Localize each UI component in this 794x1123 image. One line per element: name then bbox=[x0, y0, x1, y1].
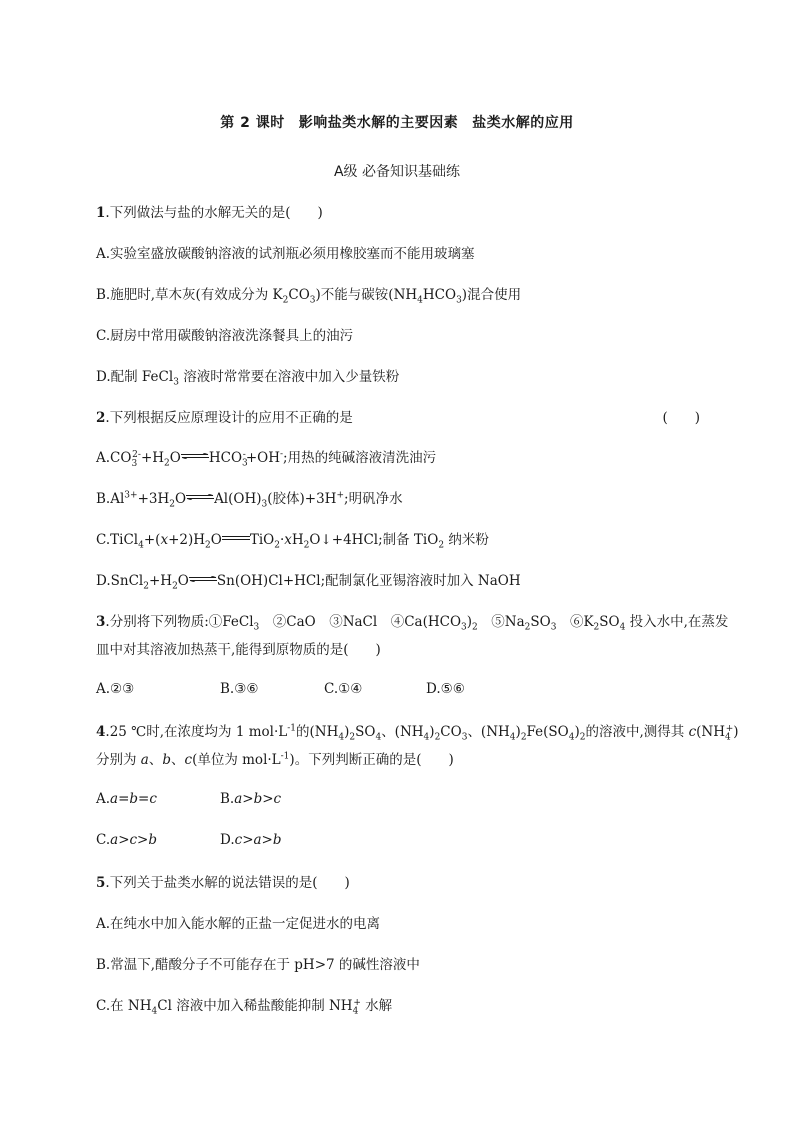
question-3-option-d: D.⑤⑥ bbox=[426, 681, 465, 697]
section-heading: A级 必备知识基础练 bbox=[333, 164, 461, 180]
question-4-option-c: C.a>c>b bbox=[96, 832, 158, 848]
question-2-option-a: $A.CO_3^{2-}+H_2O$ $HCO_3^-+OH^-$;用热的纯碱溶液清洗油污 bbox=[96, 449, 437, 469]
equilibrium-arrow-icon bbox=[181, 453, 209, 459]
question-2-stem: 2.下列根据反应原理设计的应用不正确的是 ( ) bbox=[96, 410, 700, 426]
question-2-option-d: $D.SnCl_2+H_2O$ Sn(OH)Cl+HCl;配制氯化亚锡溶液时加入 NaOH bbox=[96, 573, 521, 592]
question-1-option-a: A.实验室盛放碳酸钠溶液的试剂瓶必须用橡胶塞而不能用玻璃塞 bbox=[96, 246, 475, 262]
question-3-stem-line-2: 皿中对其溶液加热蒸干,能得到原物质的是( ) bbox=[96, 642, 381, 658]
question-3-option-c: C.①④ bbox=[324, 681, 363, 697]
question-2-option-c: $C.TiCl_4+(x+2)H_2O$ $TiO_2\cdot xH_2O↓+4HCl$;制备 TiO$_2$ 纳米粉 bbox=[96, 532, 489, 551]
question-1-stem: 1.下列做法与盐的水解无关的是( ) bbox=[96, 205, 323, 221]
answer-paren: ( ) bbox=[662, 410, 700, 426]
question-4-option-a: A.a=b=c bbox=[96, 791, 157, 807]
equilibrium-arrow-icon bbox=[186, 494, 214, 500]
question-3-option-b: B.③⑥ bbox=[220, 681, 259, 697]
question-2-option-b: $B.Al^{3+}+3H_2O$ $Al(OH)_3$(胶体)+3H+;明矾净水 bbox=[96, 490, 403, 510]
question-5-option-a: A.在纯水中加入能水解的正盐一定促进水的电离 bbox=[96, 916, 381, 932]
question-3-option-a: A.②③ bbox=[96, 681, 135, 697]
question-4-stem-line-1: 4.25 ℃时,在浓度均为 1 $mol\cdot L^{-1}$的$(NH_4)_2SO_4$、$(NH_4)_2CO_3$、$(NH_4)_2Fe(SO_4)_2$的溶液中,测得其 $c(NH_4^+)$ bbox=[96, 723, 739, 743]
question-4-option-d: D.c>a>b bbox=[220, 832, 282, 848]
question-3-stem-line-1: 3.分别将下列物质:①FeCl$_3$ ②CaO ③NaCl $④Ca(HCO_3)_2$ $⑤Na_2SO_3$ $⑥K_2SO_4$ 投入水中,在蒸发 bbox=[96, 614, 729, 633]
question-5-option-b: B.常温下,醋酸分子不可能存在于 pH>7 的碱性溶液中 bbox=[96, 957, 420, 973]
reaction-equals-icon bbox=[222, 535, 250, 541]
question-1-option-d: D.配制 FeCl$_3$ 溶液时常常要在溶液中加入少量铁粉 bbox=[96, 369, 400, 388]
equilibrium-arrow-icon bbox=[189, 576, 217, 582]
question-1-option-c: C.厨房中常用碳酸钠溶液洗涤餐具上的油污 bbox=[96, 328, 354, 344]
question-5-option-c: C.在 $NH_4Cl$ 溶液中加入稀盐酸能抑制 $NH_4^+$ 水解 bbox=[96, 997, 393, 1017]
page-title: 第 2 课时 影响盐类水解的主要因素 盐类水解的应用 bbox=[220, 115, 574, 131]
question-1-option-b: B.施肥时,草木灰(有效成分为 $K_2CO_3$)不能与碳铵$(NH_4HCO_3)$混合使用 bbox=[96, 287, 522, 306]
question-4-option-b: B.a>b>c bbox=[220, 791, 282, 807]
question-4-stem-line-2: 分别为 a、b、c(单位为 $mol\cdot L^{-1}$)。下列判断正确的是( ) bbox=[96, 751, 454, 768]
question-5-stem: 5.下列关于盐类水解的说法错误的是( ) bbox=[96, 875, 350, 891]
